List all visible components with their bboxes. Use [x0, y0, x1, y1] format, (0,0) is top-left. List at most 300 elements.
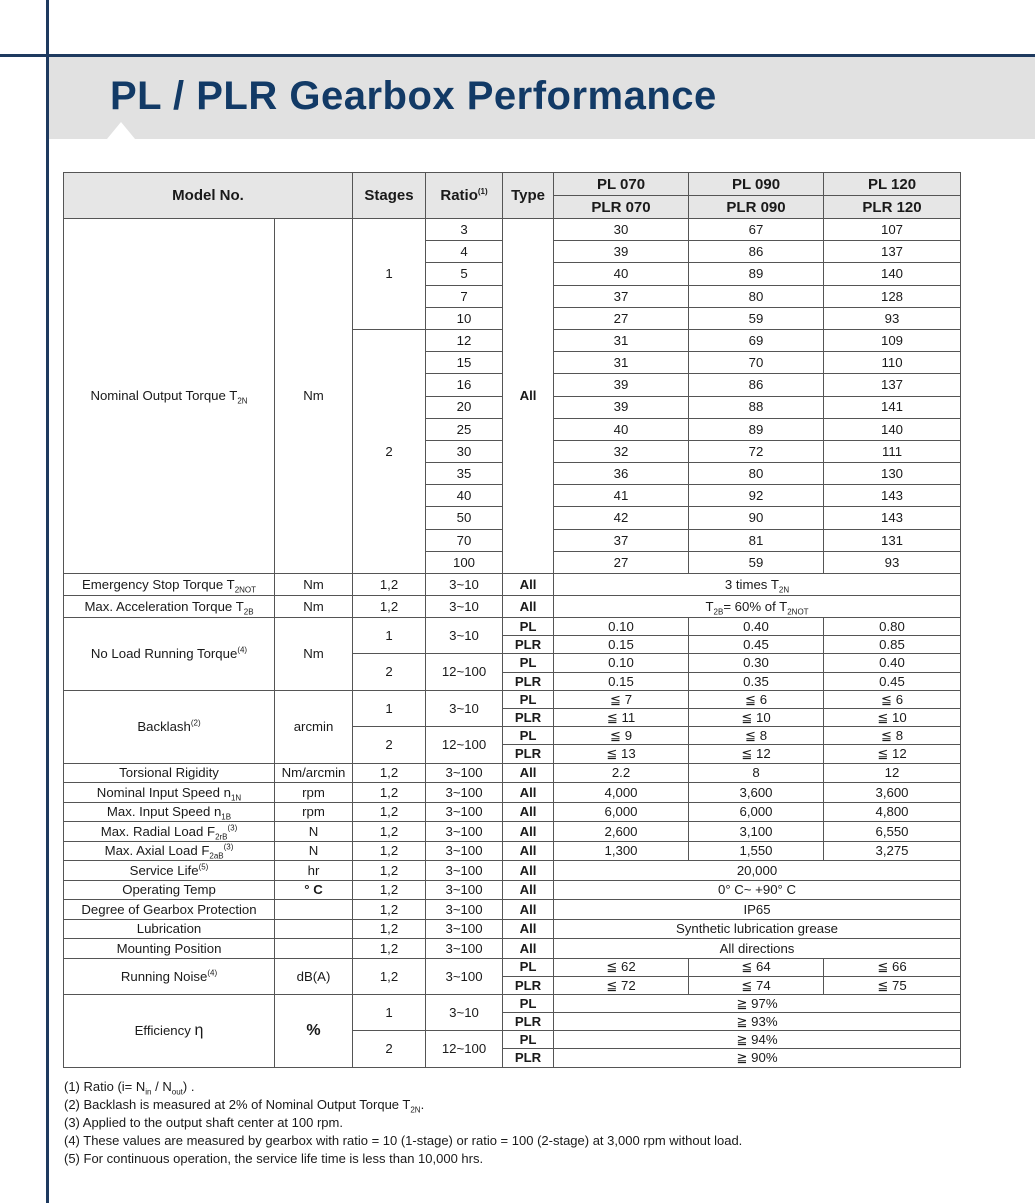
type-cell: PL — [503, 994, 554, 1012]
value-cell: 0.45 — [689, 636, 824, 654]
value-cell: 6,550 — [824, 822, 961, 842]
radial-ratio: 3~100 — [426, 822, 503, 842]
service-label — [64, 861, 275, 881]
table-row — [64, 783, 961, 803]
value-cell: 110 — [824, 352, 961, 374]
value-cell: 80 — [689, 285, 824, 307]
noise-ratio: 3~100 — [426, 958, 503, 994]
value-cell: 0.40 — [689, 618, 824, 636]
nom-speed-label-sub: 1N — [230, 793, 242, 802]
efficiency-stage-1: 1 — [353, 994, 426, 1030]
axial-type: All — [503, 841, 554, 861]
ratio-cell: 30 — [426, 440, 503, 462]
value-cell: 30 — [554, 219, 689, 241]
ratio-cell: 10 — [426, 307, 503, 329]
table-row — [64, 880, 961, 900]
efficiency-label-text: Efficiency — [134, 1022, 195, 1038]
footnote-3: (3) Applied to the output shaft center at 100 rpm. — [64, 1115, 343, 1130]
value-cell: 0.35 — [689, 672, 824, 690]
value-cell: 0.80 — [824, 618, 961, 636]
value-cell: 3,600 — [689, 783, 824, 803]
header-pl120: PL 120 — [824, 173, 961, 196]
footnote-1-text-b: / N — [151, 1079, 172, 1094]
value-cell: ≦ 11 — [554, 708, 689, 726]
value-cell: 131 — [824, 529, 961, 551]
service-value: 20,000 — [554, 861, 961, 881]
axial-unit: N — [275, 841, 353, 861]
value-cell: 3,275 — [824, 841, 961, 861]
value-cell: 86 — [689, 241, 824, 263]
axial-label-text: Max. Axial Load F — [104, 843, 210, 859]
value-cell: 39 — [554, 396, 689, 418]
value-cell: 89 — [689, 263, 824, 285]
value-cell: 12 — [824, 763, 961, 783]
nominal-torque-label-text: Nominal Output Torque T — [90, 388, 238, 404]
value-cell: 80 — [689, 463, 824, 485]
value-cell: 2,600 — [554, 822, 689, 842]
protection-stages: 1,2 — [353, 900, 426, 920]
footnotes — [64, 1078, 742, 1168]
footnote-1-text-c: ) . — [182, 1079, 195, 1094]
value-cell: 59 — [689, 307, 824, 329]
value-cell: 140 — [824, 263, 961, 285]
value-cell: 32 — [554, 440, 689, 462]
value-cell: 6,000 — [689, 802, 824, 822]
footnote-1-text: (1) Ratio (i= N — [64, 1079, 146, 1094]
title-notch — [107, 122, 135, 139]
backlash-ratio-2: 12~100 — [426, 727, 503, 763]
value-cell: 1,300 — [554, 841, 689, 861]
nominal-torque-label-sub: 2N — [237, 397, 248, 407]
noise-unit: dB(A) — [275, 958, 353, 994]
emergency-stages: 1,2 — [353, 574, 426, 596]
emergency-value-text: 3 times T — [724, 576, 779, 592]
emergency-label-text: Emergency Stop Torque T — [81, 576, 235, 592]
value-cell: 69 — [689, 329, 824, 351]
protection-unit — [275, 900, 353, 920]
footnote-1-sub-out: out — [171, 1087, 183, 1097]
accel-label-sub: 2B — [243, 607, 254, 617]
ratio-cell: 3 — [426, 219, 503, 241]
no-load-note: (4) — [237, 645, 248, 655]
header-plr070: PLR 070 — [554, 196, 689, 219]
table-row — [64, 219, 961, 241]
value-cell: 40 — [554, 263, 689, 285]
value-cell: ≦ 10 — [824, 708, 961, 726]
value-cell: 0.30 — [689, 654, 824, 672]
ratio-cell: 25 — [426, 418, 503, 440]
table-row — [64, 900, 961, 920]
temp-unit: ° C — [275, 880, 353, 900]
backlash-label — [64, 690, 275, 763]
header-ratio — [426, 173, 503, 219]
torsional-label: Torsional Rigidity — [64, 763, 275, 783]
table-row — [64, 861, 961, 881]
header-plr120: PLR 120 — [824, 196, 961, 219]
max-speed-label — [64, 802, 275, 822]
value-cell: ≧ 97% — [554, 994, 961, 1012]
value-cell: ≦ 72 — [554, 976, 689, 994]
accel-value — [554, 596, 961, 618]
accel-unit: Nm — [275, 596, 353, 618]
value-cell: 0.10 — [554, 618, 689, 636]
header-pl090: PL 090 — [689, 173, 824, 196]
backlash-ratio-1: 3~10 — [426, 690, 503, 726]
value-cell: 93 — [824, 307, 961, 329]
value-cell: ≦ 9 — [554, 727, 689, 745]
footnote-4: (4) These values are measured by gearbox with ratio = 10 (1-stage) or ratio = 100 (2-stage) at 3,000 rpm without load. — [64, 1133, 743, 1148]
value-cell: 40 — [554, 418, 689, 440]
max-speed-label-sub: 1B — [221, 812, 232, 822]
table-row — [64, 958, 961, 976]
nom-speed-type: All — [503, 783, 554, 803]
radial-label-text: Max. Radial Load F — [100, 823, 216, 839]
service-unit: hr — [275, 861, 353, 881]
ratio-cell: 12 — [426, 329, 503, 351]
temp-type: All — [503, 880, 554, 900]
table-row — [64, 618, 961, 636]
value-cell: 8 — [689, 763, 824, 783]
value-cell: 37 — [554, 529, 689, 551]
type-cell: PLR — [503, 1013, 554, 1031]
emergency-unit: Nm — [275, 574, 353, 596]
emergency-label — [64, 574, 275, 596]
value-cell: 36 — [554, 463, 689, 485]
type-cell: PL — [503, 690, 554, 708]
value-cell: 2.2 — [554, 763, 689, 783]
value-cell: 4,800 — [824, 802, 961, 822]
protection-label: Degree of Gearbox Protection — [64, 900, 275, 920]
value-cell: 4,000 — [554, 783, 689, 803]
max-speed-label-text: Max. Input Speed n — [106, 804, 222, 820]
header-model-no: Model No. — [64, 173, 353, 219]
lubrication-type: All — [503, 919, 554, 939]
value-cell: 0.15 — [554, 636, 689, 654]
max-speed-type: All — [503, 802, 554, 822]
ratio-cell: 35 — [426, 463, 503, 485]
backlash-note: (2) — [190, 718, 201, 728]
nom-speed-stages: 1,2 — [353, 783, 426, 803]
accel-stages: 1,2 — [353, 596, 426, 618]
no-load-stage-2: 2 — [353, 654, 426, 690]
value-cell: 72 — [689, 440, 824, 462]
value-cell: 93 — [824, 551, 961, 573]
value-cell: 27 — [554, 307, 689, 329]
accel-ratio: 3~10 — [426, 596, 503, 618]
value-cell: 141 — [824, 396, 961, 418]
value-cell: ≦ 6 — [824, 690, 961, 708]
mounting-unit — [275, 939, 353, 959]
noise-label-text: Running Noise — [120, 968, 208, 984]
no-load-label — [64, 618, 275, 691]
footnote-2-end: . — [420, 1097, 425, 1112]
torsional-type: All — [503, 763, 554, 783]
value-cell: ≦ 62 — [554, 958, 689, 976]
backlash-label-text: Backlash — [137, 719, 191, 735]
value-cell: 109 — [824, 329, 961, 351]
value-cell: ≦ 75 — [824, 976, 961, 994]
value-cell: 39 — [554, 374, 689, 396]
type-cell: PLR — [503, 636, 554, 654]
torsional-unit: Nm/arcmin — [275, 763, 353, 783]
nominal-torque-stage-2: 2 — [353, 329, 426, 573]
nom-speed-ratio: 3~100 — [426, 783, 503, 803]
value-cell: ≧ 93% — [554, 1013, 961, 1031]
emergency-type: All — [503, 574, 554, 596]
ratio-cell: 40 — [426, 485, 503, 507]
header-type: Type — [503, 173, 554, 219]
type-cell: PLR — [503, 976, 554, 994]
table-row — [64, 939, 961, 959]
efficiency-label — [64, 994, 275, 1067]
axial-stages: 1,2 — [353, 841, 426, 861]
accel-label — [64, 596, 275, 618]
value-cell: ≦ 13 — [554, 745, 689, 763]
value-cell: 0.15 — [554, 672, 689, 690]
lubrication-label: Lubrication — [64, 919, 275, 939]
ratio-cell: 100 — [426, 551, 503, 573]
emergency-value — [554, 574, 961, 596]
left-accent-line — [46, 0, 49, 1203]
value-cell: 81 — [689, 529, 824, 551]
value-cell: ≦ 66 — [824, 958, 961, 976]
value-cell: ≧ 94% — [554, 1031, 961, 1049]
footnote-1 — [64, 1078, 742, 1096]
no-load-ratio-1: 3~10 — [426, 618, 503, 654]
footnote-2 — [64, 1096, 742, 1114]
value-cell: 6,000 — [554, 802, 689, 822]
max-speed-stages: 1,2 — [353, 802, 426, 822]
ratio-cell: 15 — [426, 352, 503, 374]
footnote-5: (5) For continuous operation, the service life time is less than 10,000 hrs. — [64, 1151, 484, 1166]
value-cell: ≦ 8 — [824, 727, 961, 745]
efficiency-ratio-2: 12~100 — [426, 1031, 503, 1067]
temp-value: 0° C~ +90° C — [554, 880, 961, 900]
ratio-cell: 20 — [426, 396, 503, 418]
nominal-torque-label — [64, 219, 275, 574]
header-plr090: PLR 090 — [689, 196, 824, 219]
table-row — [64, 574, 961, 596]
nom-speed-label — [64, 783, 275, 803]
no-load-ratio-2: 12~100 — [426, 654, 503, 690]
service-note: (5) — [198, 862, 209, 872]
type-cell: PLR — [503, 1049, 554, 1067]
type-cell: PL — [503, 654, 554, 672]
type-cell: PLR — [503, 708, 554, 726]
value-cell: 88 — [689, 396, 824, 418]
axial-ratio: 3~100 — [426, 841, 503, 861]
radial-type: All — [503, 822, 554, 842]
torsional-ratio: 3~100 — [426, 763, 503, 783]
header-ratio-label: Ratio — [440, 187, 478, 204]
service-label-text: Service Life — [129, 862, 199, 878]
value-cell: ≦ 74 — [689, 976, 824, 994]
value-cell: 1,550 — [689, 841, 824, 861]
value-cell: 86 — [689, 374, 824, 396]
value-cell: 3,100 — [689, 822, 824, 842]
torsional-stages: 1,2 — [353, 763, 426, 783]
accel-type: All — [503, 596, 554, 618]
lubrication-ratio: 3~100 — [426, 919, 503, 939]
emergency-label-sub: 2NOT — [234, 585, 257, 595]
value-cell: 137 — [824, 374, 961, 396]
axial-label — [64, 841, 275, 861]
service-stages: 1,2 — [353, 861, 426, 881]
temp-stages: 1,2 — [353, 880, 426, 900]
value-cell: 42 — [554, 507, 689, 529]
value-cell: 128 — [824, 285, 961, 307]
value-cell: ≦ 8 — [689, 727, 824, 745]
value-cell: ≦ 12 — [689, 745, 824, 763]
ratio-cell: 5 — [426, 263, 503, 285]
axial-label-note: (3) — [223, 842, 234, 852]
emergency-value-sub: 2N — [778, 585, 790, 595]
value-cell: 0.40 — [824, 654, 961, 672]
ratio-cell: 7 — [426, 285, 503, 307]
temp-ratio: 3~100 — [426, 880, 503, 900]
value-cell: 130 — [824, 463, 961, 485]
lubrication-unit — [275, 919, 353, 939]
performance-table — [63, 172, 961, 1068]
value-cell: 0.85 — [824, 636, 961, 654]
lubrication-value: Synthetic lubrication grease — [554, 919, 961, 939]
footnote-1-sub-in: in — [145, 1087, 152, 1097]
efficiency-stage-2: 2 — [353, 1031, 426, 1067]
nom-speed-label-text: Nominal Input Speed n — [96, 784, 231, 800]
radial-label-note: (3) — [227, 823, 238, 833]
header-ratio-note: (1) — [477, 187, 488, 196]
type-cell: PL — [503, 1031, 554, 1049]
no-load-stage-1: 1 — [353, 618, 426, 654]
value-cell: 143 — [824, 485, 961, 507]
mounting-ratio: 3~100 — [426, 939, 503, 959]
temp-label: Operating Temp — [64, 880, 275, 900]
value-cell: 140 — [824, 418, 961, 440]
no-load-unit: Nm — [275, 618, 353, 691]
header-pl070: PL 070 — [554, 173, 689, 196]
ratio-cell: 4 — [426, 241, 503, 263]
no-load-label-text: No Load Running Torque — [90, 646, 238, 662]
header-stages: Stages — [353, 173, 426, 219]
protection-type: All — [503, 900, 554, 920]
footnote-2-sub: 2N — [410, 1105, 421, 1115]
value-cell: 107 — [824, 219, 961, 241]
table-row — [64, 763, 961, 783]
table-row — [64, 596, 961, 618]
service-ratio: 3~100 — [426, 861, 503, 881]
table-row — [64, 822, 961, 842]
accel-label-text: Max. Acceleration Torque T — [84, 598, 244, 614]
accel-value-sub2: 2NOT — [787, 607, 809, 617]
accel-value-t: T — [705, 598, 714, 614]
nominal-torque-unit: Nm — [275, 219, 353, 574]
value-cell: 90 — [689, 507, 824, 529]
value-cell: ≦ 12 — [824, 745, 961, 763]
footnote-2-text: (2) Backlash is measured at 2% of Nominal Output Torque T — [64, 1097, 411, 1112]
radial-label — [64, 822, 275, 842]
backlash-unit: arcmin — [275, 690, 353, 763]
value-cell: 3,600 — [824, 783, 961, 803]
type-cell: PL — [503, 618, 554, 636]
value-cell: 70 — [689, 352, 824, 374]
value-cell: 137 — [824, 241, 961, 263]
value-cell: 37 — [554, 285, 689, 307]
type-cell: PLR — [503, 672, 554, 690]
value-cell: 0.45 — [824, 672, 961, 690]
service-type: All — [503, 861, 554, 881]
value-cell: ≧ 90% — [554, 1049, 961, 1067]
radial-label-sub: 2rB — [215, 832, 228, 841]
mounting-type: All — [503, 939, 554, 959]
value-cell: 67 — [689, 219, 824, 241]
value-cell: 31 — [554, 352, 689, 374]
value-cell: 111 — [824, 440, 961, 462]
value-cell: ≦ 7 — [554, 690, 689, 708]
value-cell: 92 — [689, 485, 824, 507]
value-cell: 41 — [554, 485, 689, 507]
mounting-value: All directions — [554, 939, 961, 959]
ratio-cell: 70 — [426, 529, 503, 551]
backlash-stage-1: 1 — [353, 690, 426, 726]
backlash-stage-2: 2 — [353, 727, 426, 763]
type-cell: PLR — [503, 745, 554, 763]
nominal-torque-stage-1: 1 — [353, 219, 426, 330]
table-row — [64, 690, 961, 708]
accel-value-mid: = 60% of T — [723, 598, 788, 614]
noise-stages: 1,2 — [353, 958, 426, 994]
nom-speed-unit: rpm — [275, 783, 353, 803]
radial-unit: N — [275, 822, 353, 842]
value-cell: 0.10 — [554, 654, 689, 672]
value-cell: ≦ 64 — [689, 958, 824, 976]
axial-label-sub: 2aB — [209, 851, 224, 861]
type-cell: PL — [503, 958, 554, 976]
mounting-label: Mounting Position — [64, 939, 275, 959]
radial-stages: 1,2 — [353, 822, 426, 842]
value-cell: ≦ 10 — [689, 708, 824, 726]
efficiency-ratio-1: 3~10 — [426, 994, 503, 1030]
table-row — [64, 802, 961, 822]
table-row — [64, 919, 961, 939]
efficiency-unit: % — [275, 994, 353, 1067]
protection-value: IP65 — [554, 900, 961, 920]
max-speed-ratio: 3~100 — [426, 802, 503, 822]
protection-ratio: 3~100 — [426, 900, 503, 920]
value-cell: 39 — [554, 241, 689, 263]
value-cell: 89 — [689, 418, 824, 440]
ratio-cell: 16 — [426, 374, 503, 396]
lubrication-stages: 1,2 — [353, 919, 426, 939]
value-cell: 143 — [824, 507, 961, 529]
noise-label — [64, 958, 275, 994]
value-cell: 27 — [554, 551, 689, 573]
efficiency-symbol: η — [194, 1021, 204, 1039]
table-row — [64, 994, 961, 1012]
page-title: PL / PLR Gearbox Performance — [110, 74, 717, 118]
max-speed-unit: rpm — [275, 802, 353, 822]
noise-note: (4) — [207, 968, 218, 978]
type-cell: PL — [503, 727, 554, 745]
mounting-stages: 1,2 — [353, 939, 426, 959]
table-row — [64, 841, 961, 861]
ratio-cell: 50 — [426, 507, 503, 529]
nominal-torque-type: All — [503, 219, 554, 574]
value-cell: 31 — [554, 329, 689, 351]
emergency-ratio: 3~10 — [426, 574, 503, 596]
accel-value-sub1: 2B — [713, 607, 724, 617]
header-row — [64, 173, 961, 196]
value-cell: ≦ 6 — [689, 690, 824, 708]
